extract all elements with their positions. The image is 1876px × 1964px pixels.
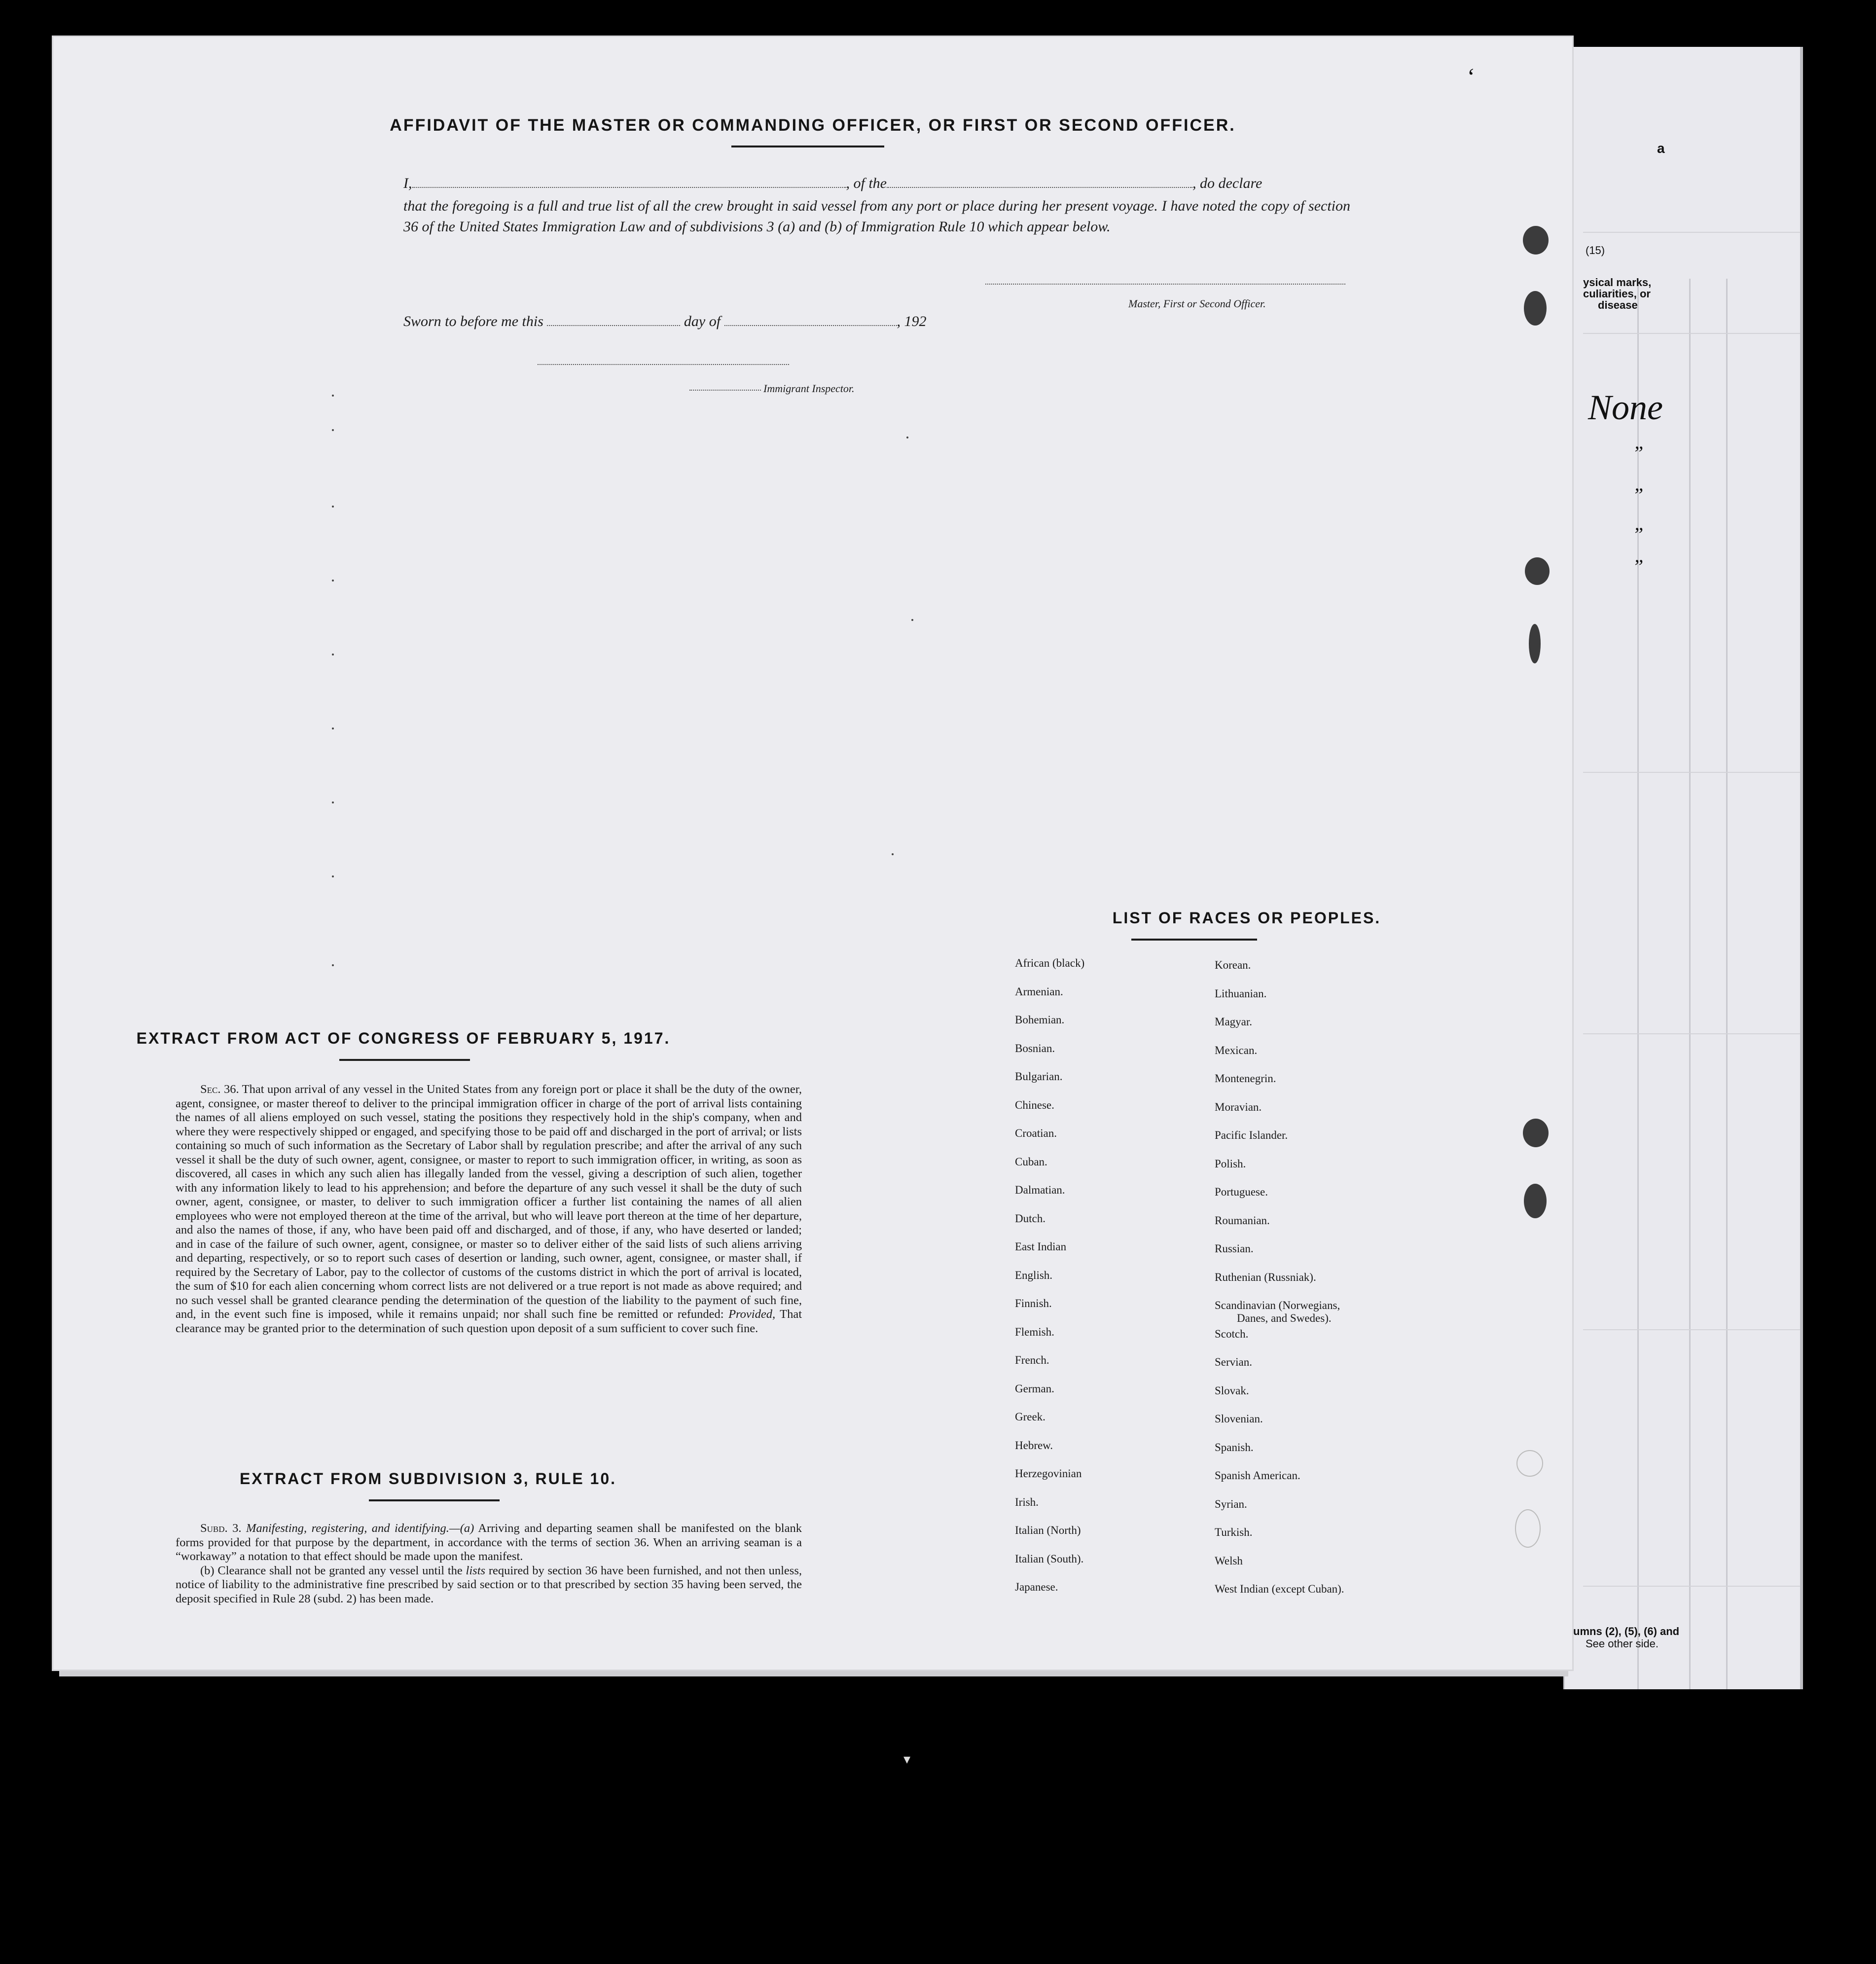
race-item: Lithuanian. bbox=[1215, 987, 1267, 1000]
race-item: Scotch. bbox=[1215, 1327, 1249, 1340]
speck bbox=[892, 853, 894, 855]
para-b-text-1: Clearance shall not be granted any vessel until the bbox=[217, 1564, 463, 1577]
race-item: Portuguese. bbox=[1215, 1186, 1268, 1198]
race-item: Montenegrin. bbox=[1215, 1072, 1276, 1085]
punch-hole-outline bbox=[1516, 1450, 1543, 1477]
race-item: Syrian. bbox=[1215, 1497, 1247, 1510]
race-item: Pacific Islander. bbox=[1215, 1129, 1288, 1141]
inspector-label: Immigrant Inspector. bbox=[763, 382, 855, 395]
speck: ▾ bbox=[903, 1752, 911, 1767]
back-column-label-line: culiarities, or bbox=[1583, 288, 1651, 300]
affidavit-of-the: , of the bbox=[846, 175, 887, 191]
month-blank bbox=[724, 313, 897, 326]
extract-rule-rule bbox=[369, 1499, 500, 1501]
ditto-mark: ” bbox=[1632, 555, 1644, 578]
name-blank bbox=[412, 175, 846, 188]
race-item: Japanese. bbox=[1015, 1581, 1058, 1593]
extract-rule-title: EXTRACT FROM SUBDIVISION 3, RULE 10. bbox=[239, 1470, 617, 1488]
back-footer-line: umns (2), (5), (6) and bbox=[1573, 1625, 1680, 1637]
race-item: Greek. bbox=[1015, 1411, 1046, 1423]
ditto-mark: ” bbox=[1632, 523, 1644, 546]
races-title: LIST OF RACES OR PEOPLES. bbox=[1112, 909, 1381, 927]
race-item: African (black) bbox=[1015, 957, 1085, 969]
ditto-mark: ” bbox=[1632, 484, 1644, 506]
race-item: Cuban. bbox=[1015, 1155, 1047, 1168]
year-text: , 192 bbox=[897, 313, 927, 329]
race-item: Roumanian. bbox=[1215, 1214, 1270, 1227]
extract-act-title: EXTRACT FROM ACT OF CONGRESS OF FEBRUARY 5, 1917. bbox=[136, 1029, 671, 1047]
subdivision-3-text bbox=[176, 1522, 802, 1606]
back-footer-line: See other side. bbox=[1586, 1637, 1659, 1650]
punch-hole bbox=[1524, 291, 1547, 326]
para-b-marker: (b) bbox=[200, 1564, 215, 1577]
race-item: Dalmatian. bbox=[1015, 1184, 1065, 1196]
main-sheet bbox=[53, 37, 1572, 1670]
races-rule bbox=[1131, 939, 1257, 941]
ditto-mark: ” bbox=[1632, 442, 1644, 464]
race-item: Slovak. bbox=[1215, 1384, 1249, 1397]
para-a-marker: —(a) bbox=[449, 1522, 474, 1535]
back-column-label-line: ysical marks, bbox=[1583, 276, 1652, 289]
para-b-lists: lists bbox=[466, 1564, 486, 1577]
speck bbox=[332, 801, 334, 803]
race-item: Finnish. bbox=[1015, 1297, 1052, 1309]
punch-hole bbox=[1523, 226, 1549, 255]
back-sheet-row-rule bbox=[1583, 1033, 1800, 1034]
race-item: Spanish American. bbox=[1215, 1469, 1300, 1482]
section-36-text bbox=[176, 1083, 802, 1336]
race-item: West Indian (except Cuban). bbox=[1215, 1583, 1344, 1595]
page-mark: ‘ bbox=[1467, 64, 1475, 90]
race-item: Mexican. bbox=[1215, 1044, 1258, 1056]
back-sheet bbox=[1563, 47, 1803, 1689]
affidavit-declare: , do declare bbox=[1192, 175, 1263, 191]
speck bbox=[332, 395, 334, 397]
sworn-text: Sworn to before me this bbox=[403, 313, 543, 329]
inspector-signature-line bbox=[538, 364, 789, 365]
race-item: Hebrew. bbox=[1015, 1439, 1053, 1452]
speck bbox=[332, 429, 334, 431]
race-item: English. bbox=[1015, 1269, 1053, 1281]
day-of-text: day of bbox=[684, 313, 721, 329]
race-item: Chinese. bbox=[1015, 1098, 1054, 1111]
proviso-word: Provided, bbox=[728, 1308, 776, 1321]
back-sheet-row-rule bbox=[1583, 232, 1800, 233]
back-column-number: (15) bbox=[1586, 244, 1605, 256]
race-item: French. bbox=[1015, 1354, 1049, 1366]
race-item: Irish. bbox=[1015, 1495, 1039, 1508]
race-item: Ruthenian (Russniak). bbox=[1215, 1271, 1316, 1283]
back-sheet-column-rule bbox=[1689, 279, 1691, 1689]
punch-hole bbox=[1529, 624, 1541, 663]
race-item: East Indian bbox=[1015, 1240, 1067, 1253]
punch-hole-outline bbox=[1515, 1509, 1541, 1548]
race-item: Italian (South). bbox=[1015, 1552, 1084, 1565]
punch-hole bbox=[1524, 1184, 1547, 1218]
punch-hole bbox=[1525, 557, 1550, 585]
race-item: Italian (North) bbox=[1015, 1524, 1081, 1536]
race-item: Slovenian. bbox=[1215, 1413, 1263, 1425]
race-item: Bosnian. bbox=[1015, 1042, 1055, 1055]
master-signature-label: Master, First or Second Officer. bbox=[1128, 297, 1266, 310]
back-sheet-column-rule bbox=[1726, 279, 1728, 1689]
section-36-body: That upon arrival of any vessel in the United States from any foreign port or place it shall be the duty of the owner, agent, consignee, or master thereof to deliver to the principal immigration officer in charge of the port of arrival lists containing the names of all aliens employed on such vessel, stating the positions they respectively hold in the ship's company, when and where they were respectively shipped or engaged, and specifying those to be paid off and discharged in the port of arrival; or lists containing so much of such information as the Secretary of Labor shall by regulation prescribe; and after the arrival of any such vessel it shall be the duty of such owner, agent, consignee, or master to report to such immigration officer, in writing, as soon as discovered, all cases in which any such alien has illegally landed from the vessel, giving a description of such alien, together with any information likely to lead to his apprehension; and before the departure of any such vessel it shall be the duty of such owner, agent, consignee, or master, to deliver to such immigration officer a further list containing the names of all alien employees who were not employed thereon at the time of the arrival, but who will leave port thereon at the time of her departure, and also the names of those, if any, who have been paid off and discharged, and of those, if any, who have deserted or landed; and in case of the failure of such owner, agent, consignee, or master so to deliver either of the said lists of such aliens arriving and departing, respectively, or so to report such cases of desertion or landing, such owner, agent, consignee, or master shall, if required by the Secretary of Labor, pay to the collector of customs of the customs district in which the port of arrival is located, the sum of $10 for each alien concerning whom correct lists are not delivered or a true report is not made as above required; and no such vessel shall be granted clearance pending the determination of the question of the liability to the payment of such fine, and, in the event such fine is imposed, while it remains unpaid; nor shall such fine be remitted or refunded: bbox=[176, 1083, 802, 1321]
speck bbox=[332, 506, 334, 508]
inspector-leader-line bbox=[689, 390, 761, 391]
race-item: Moravian. bbox=[1215, 1100, 1262, 1113]
race-item: Russian. bbox=[1215, 1242, 1254, 1255]
race-item: Scandinavian (Norwegians, bbox=[1215, 1299, 1340, 1311]
back-sheet-row-rule bbox=[1583, 772, 1800, 773]
race-item: Welsh bbox=[1215, 1554, 1243, 1567]
handwritten-entry: None bbox=[1588, 388, 1663, 427]
vessel-blank bbox=[887, 175, 1192, 188]
section-label: Sec. 36. bbox=[200, 1083, 239, 1096]
para-b-text-2: required by section 36 have been furnished, and not then unless, notice of liability to the administrative fine prescribed by said section or to that prescribed by section 35 having been served, the deposit specified in Rule 28 (subd. 2) has been made. bbox=[176, 1564, 802, 1605]
subd-heading: Manifesting, registering, and identifying. bbox=[246, 1522, 449, 1535]
para-a-text: Arriving and departing seamen shall be manifested on the blank forms provided for that purpose by the department, in accordance with the terms of section 36. When an arriving seaman is a “workaway” a notation to that effect should be made upon the manifest. bbox=[176, 1522, 802, 1563]
proviso-rest: That clearance may be granted prior to the determination of such question upon deposit of a sum sufficient to cover such fine. bbox=[176, 1308, 802, 1335]
race-item: Armenian. bbox=[1015, 985, 1063, 998]
speck bbox=[332, 727, 334, 729]
back-sheet-row-rule bbox=[1583, 1329, 1800, 1330]
speck bbox=[332, 875, 334, 877]
race-item: Magyar. bbox=[1215, 1016, 1253, 1028]
sheet-edge bbox=[59, 1670, 1568, 1676]
race-item: Bulgarian. bbox=[1015, 1070, 1063, 1083]
race-item: Korean. bbox=[1215, 959, 1251, 971]
speck bbox=[332, 964, 334, 966]
speck bbox=[911, 619, 913, 621]
back-header-a: a bbox=[1657, 141, 1665, 156]
affidavit-body: that the foregoing is a full and true list of all the crew brought in said vessel from any port or place during her present voyage. I have noted the copy of section 36 of the United States Immigration Law and of subdivisions 3 (a) and (b) of Immigration Rule 10 which appear below. bbox=[403, 198, 1350, 235]
sworn-line bbox=[403, 313, 927, 330]
race-item: Danes, and Swedes). bbox=[1237, 1312, 1332, 1324]
speck bbox=[332, 654, 334, 655]
extract-act-rule bbox=[339, 1059, 470, 1061]
back-column-label-line: disease bbox=[1598, 299, 1638, 311]
race-item: Spanish. bbox=[1215, 1441, 1254, 1454]
day-blank bbox=[547, 313, 680, 326]
affidavit-title: AFFIDAVIT OF THE MASTER OR COMMANDING OFFICER, OR FIRST OR SECOND OFFICER. bbox=[390, 116, 1236, 135]
race-item: Dutch. bbox=[1015, 1212, 1046, 1225]
race-item: German. bbox=[1015, 1382, 1054, 1395]
race-item: Turkish. bbox=[1215, 1526, 1253, 1538]
speck bbox=[906, 436, 908, 438]
affidavit-declaration-line bbox=[403, 175, 1262, 192]
affidavit-i: I, bbox=[403, 175, 412, 191]
race-item: Servian. bbox=[1215, 1356, 1253, 1368]
speck bbox=[332, 580, 334, 582]
title-rule bbox=[731, 145, 884, 147]
race-item: Croatian. bbox=[1015, 1127, 1057, 1139]
punch-hole bbox=[1523, 1119, 1549, 1147]
race-item: Bohemian. bbox=[1015, 1014, 1065, 1026]
race-item: Polish. bbox=[1215, 1157, 1246, 1170]
race-item: Herzegovinian bbox=[1015, 1467, 1082, 1480]
back-sheet-row-rule bbox=[1583, 1586, 1800, 1587]
master-signature-line bbox=[985, 284, 1345, 285]
subd-label: Subd. 3. bbox=[200, 1522, 242, 1535]
back-sheet-row-rule bbox=[1583, 333, 1800, 334]
race-item: Flemish. bbox=[1015, 1325, 1054, 1338]
